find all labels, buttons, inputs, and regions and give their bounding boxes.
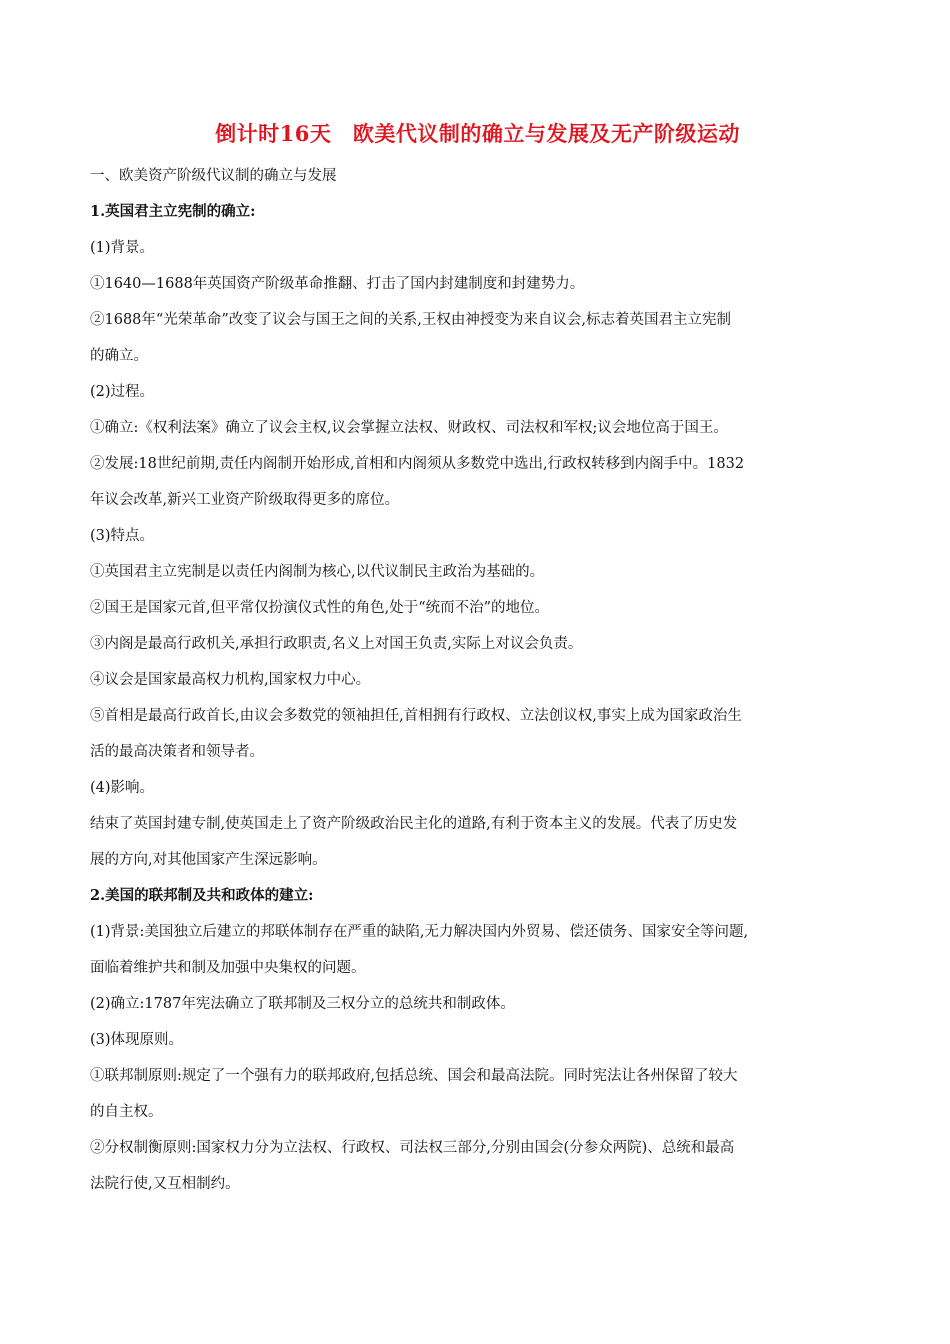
paragraph-line: ②1688年“光荣革命”改变了议会与国王之间的关系,王权由神授变为来自议会,标志着英国君主立宪制	[90, 312, 731, 328]
paragraph-line: 的自主权。	[90, 1104, 163, 1120]
paragraph-line: 年议会改革,新兴工业资产阶级取得更多的席位。	[90, 492, 400, 508]
paragraph-line: (2)确立:1787年宪法确立了联邦制及三权分立的总统共和制政体。	[90, 996, 515, 1012]
paragraph-line: ①联邦制原则:规定了一个强有力的联邦政府,包括总统、国会和最高法院。同时宪法让各州保留了较大	[90, 1068, 738, 1084]
paragraph-line: ①英国君主立宪制是以责任内阁制为核心,以代议制民主政治为基础的。	[90, 564, 545, 580]
paragraph-line: (3)特点。	[90, 528, 155, 544]
paragraph-line: ②发展:18世纪前期,责任内阁制开始形成,首相和内阁须从多数党中选出,行政权转移到内阁手中。1832	[90, 456, 745, 472]
paragraph-line: (2)过程。	[90, 384, 155, 400]
paragraph-line: (1)背景。	[90, 240, 155, 256]
paragraph-line: (4)影响。	[90, 780, 155, 796]
paragraph-line: 展的方向,对其他国家产生深远影响。	[90, 852, 327, 868]
paragraph-line: 结束了英国封建专制,使英国走上了资产阶级政治民主化的道路,有利于资本主义的发展。代表了历史发	[90, 816, 738, 832]
paragraph-line: ②国王是国家元首,但平常仅扮演仪式性的角色,处于“统而不治”的地位。	[90, 600, 550, 616]
document-body	[90, 158, 865, 1202]
paragraph-line: 的确立。	[90, 348, 148, 364]
section-heading: 2.美国的联邦制及共和政体的建立:	[90, 887, 314, 904]
page-title: 倒计时16天 欧美代议制的确立与发展及无产阶级运动	[215, 121, 740, 146]
paragraph-line: ①确立:《权利法案》确立了议会主权,议会掌握立法权、财政权、司法权和军权;议会地位高于国王。	[90, 420, 728, 436]
paragraph-line: 面临着维护共和制及加强中央集权的问题。	[90, 960, 366, 976]
paragraph-line: ⑤首相是最高行政首长,由议会多数党的领袖担任,首相拥有行政权、立法创议权,事实上成为国家政治生	[90, 708, 742, 724]
paragraph-line: (1)背景:美国独立后建立的邦联体制存在严重的缺陷,无力解决国内外贸易、偿还债务、国家安全等问题,	[90, 924, 749, 940]
paragraph-line: ④议会是国家最高权力机构,国家权力中心。	[90, 672, 371, 688]
paragraph-line: 一、欧美资产阶级代议制的确立与发展	[90, 168, 337, 184]
paragraph-line: 法院行使,又互相制约。	[90, 1176, 240, 1192]
paragraph-line: ②分权制衡原则:国家权力分为立法权、行政权、司法权三部分,分别由国会(分参众两院)、总统和最高	[90, 1140, 735, 1156]
paragraph-line: ①1640—1688年英国资产阶级革命推翻、打击了国内封建制度和封建势力。	[90, 276, 585, 292]
paragraph-line: (3)体现原则。	[90, 1032, 184, 1048]
paragraph-line: ③内阁是最高行政机关,承担行政职责,名义上对国王负责,实际上对议会负责。	[90, 636, 583, 652]
paragraph-line: 活的最高决策者和领导者。	[90, 744, 264, 760]
section-heading: 1.英国君主立宪制的确立:	[90, 203, 256, 220]
document-page	[90, 118, 865, 1202]
